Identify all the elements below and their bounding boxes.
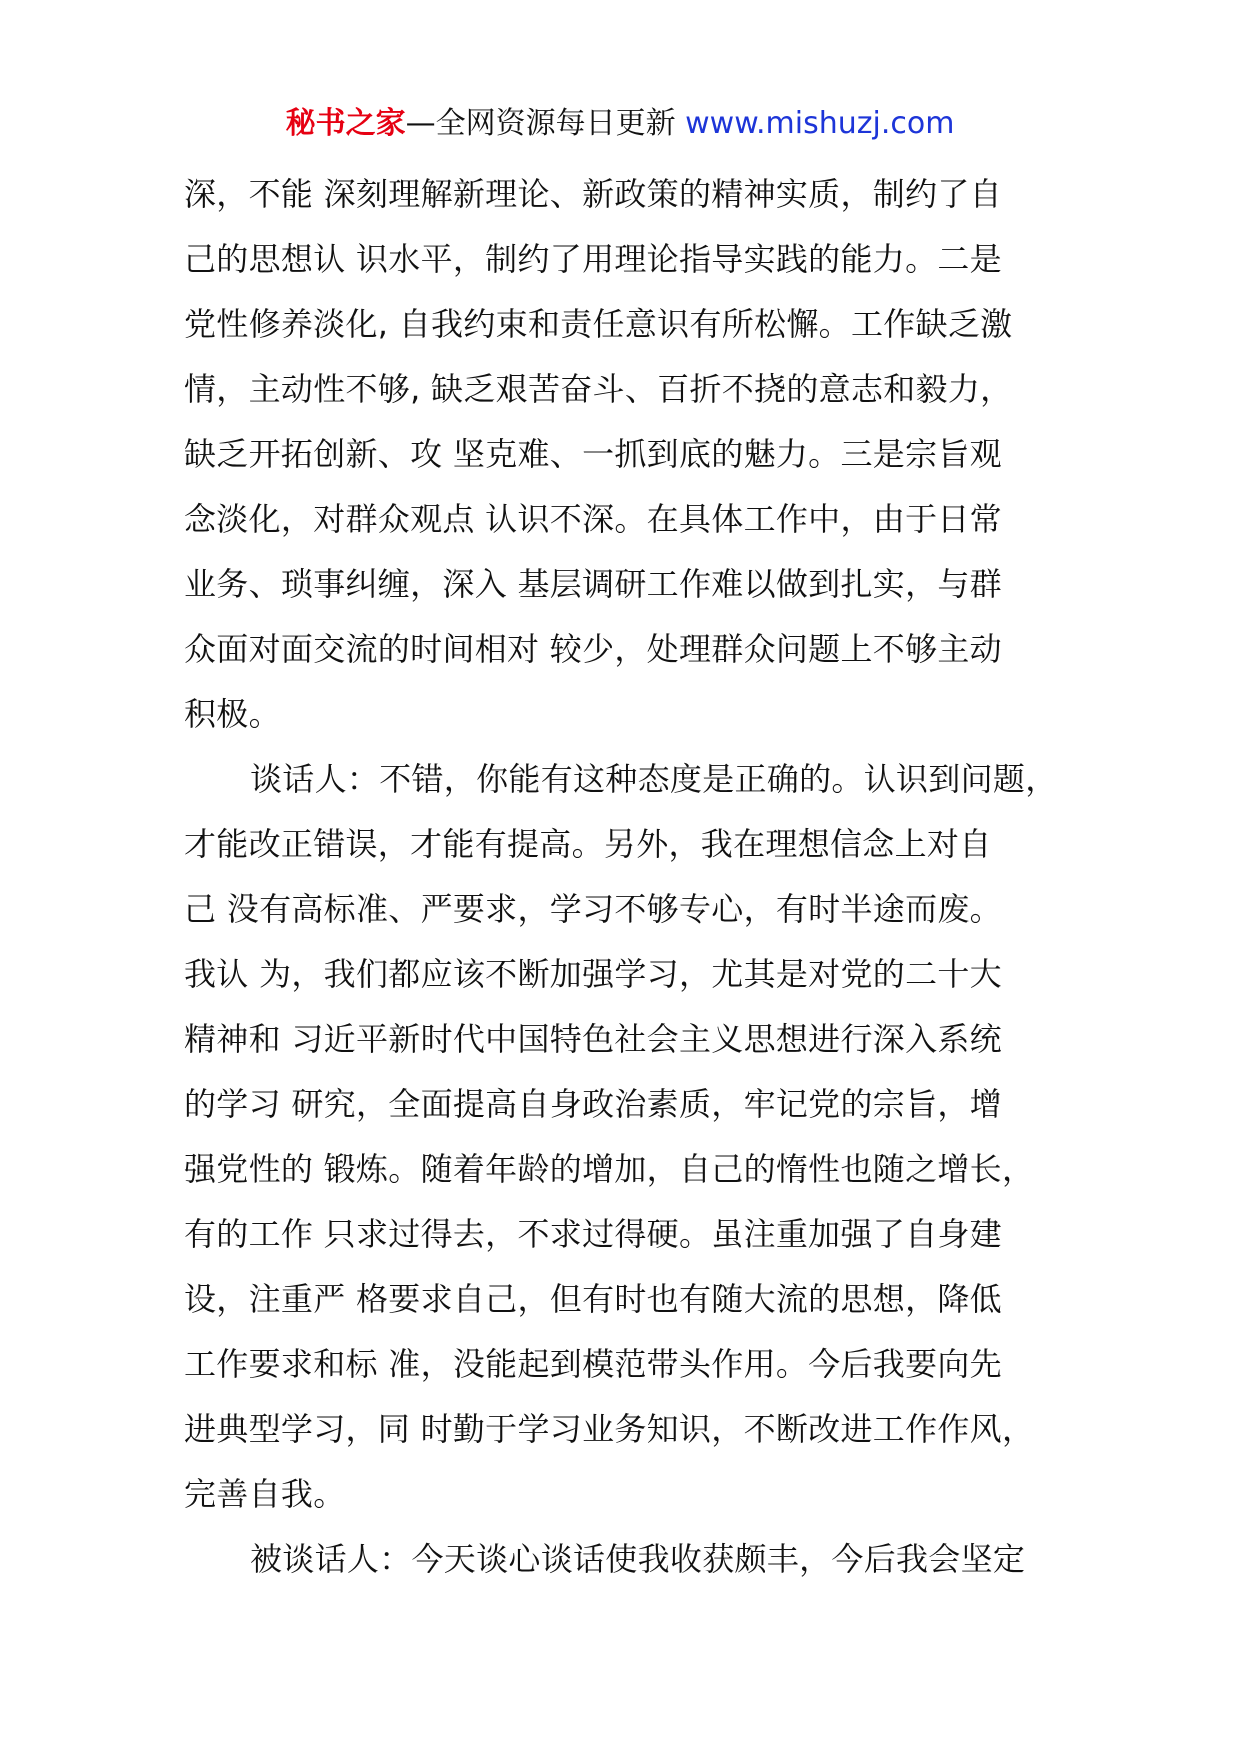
text-line: 缺乏开拓创新、攻 坚克难、一抓到底的魅力。三是宗旨观 [184,435,1002,473]
page-header [0,100,1240,148]
text-line: 积极。 [184,695,281,733]
text-line: 工作要求和标 准，没能起到模范带头作用。今后我要向先 [184,1345,1002,1383]
text-line: 强党性的 锻炼。随着年龄的增加，自己的惰性也随之增长， [184,1150,1035,1188]
text-line: 业务、琐事纠缠，深入 基层调研工作难以做到扎实，与群 [184,565,1002,603]
document-body [184,162,1084,1592]
text-line: 完善自我。 [184,1475,346,1513]
text-line: 己 没有高标准、严要求，学习不够专心，有时半途而废。 [184,890,1002,928]
text-line: 念淡化，对群众观点 认识不深。在具体工作中，由于日常 [184,500,1002,538]
text-line: 进典型学习，同 时勤于学习业务知识，不断改进工作作风， [184,1410,1035,1448]
text-line: 设，注重严 格要求自己，但有时也有随大流的思想，降低 [184,1280,1002,1318]
text-line: 精神和 习近平新时代中国特色社会主义思想进行深入系统 [184,1020,1002,1058]
header-tagline: —全网资源每日更新 [405,106,686,141]
paragraph-start-line: 被谈话人：今天谈心谈话使我收获颇丰，今后我会坚定 [250,1540,1026,1578]
brand-name: 秘书之家 [285,106,406,141]
paragraph-start-line: 谈话人：不错，你能有这种态度是正确的。认识到问题， [250,760,1058,798]
text-line: 我认 为，我们都应该不断加强学习，尤其是对党的二十大 [184,955,1002,993]
text-line: 的学习 研究，全面提高自身政治素质，牢记党的宗旨，增 [184,1085,1002,1123]
site-url-link[interactable]: www.mishuzj.com [685,106,955,141]
text-line: 深，不能 深刻理解新理论、新政策的精神实质，制约了自 [184,175,1002,213]
text-line: 己的思想认 识水平，制约了用理论指导实践的能力。二是 [184,240,1002,278]
text-line: 党性修养淡化, 自我约束和责任意识有所松懈。工作缺乏激 [184,305,1013,343]
text-line: 才能改正错误，才能有提高。另外，我在理想信念上对自 [184,825,992,863]
text-line: 情，主动性不够, 缺乏艰苦奋斗、百折不挠的意志和毅力， [184,370,1013,408]
text-line: 有的工作 只求过得去，不求过得硬。虽注重加强了自身建 [184,1215,1002,1253]
text-line: 众面对面交流的时间相对 较少，处理群众问题上不够主动 [184,630,1002,668]
